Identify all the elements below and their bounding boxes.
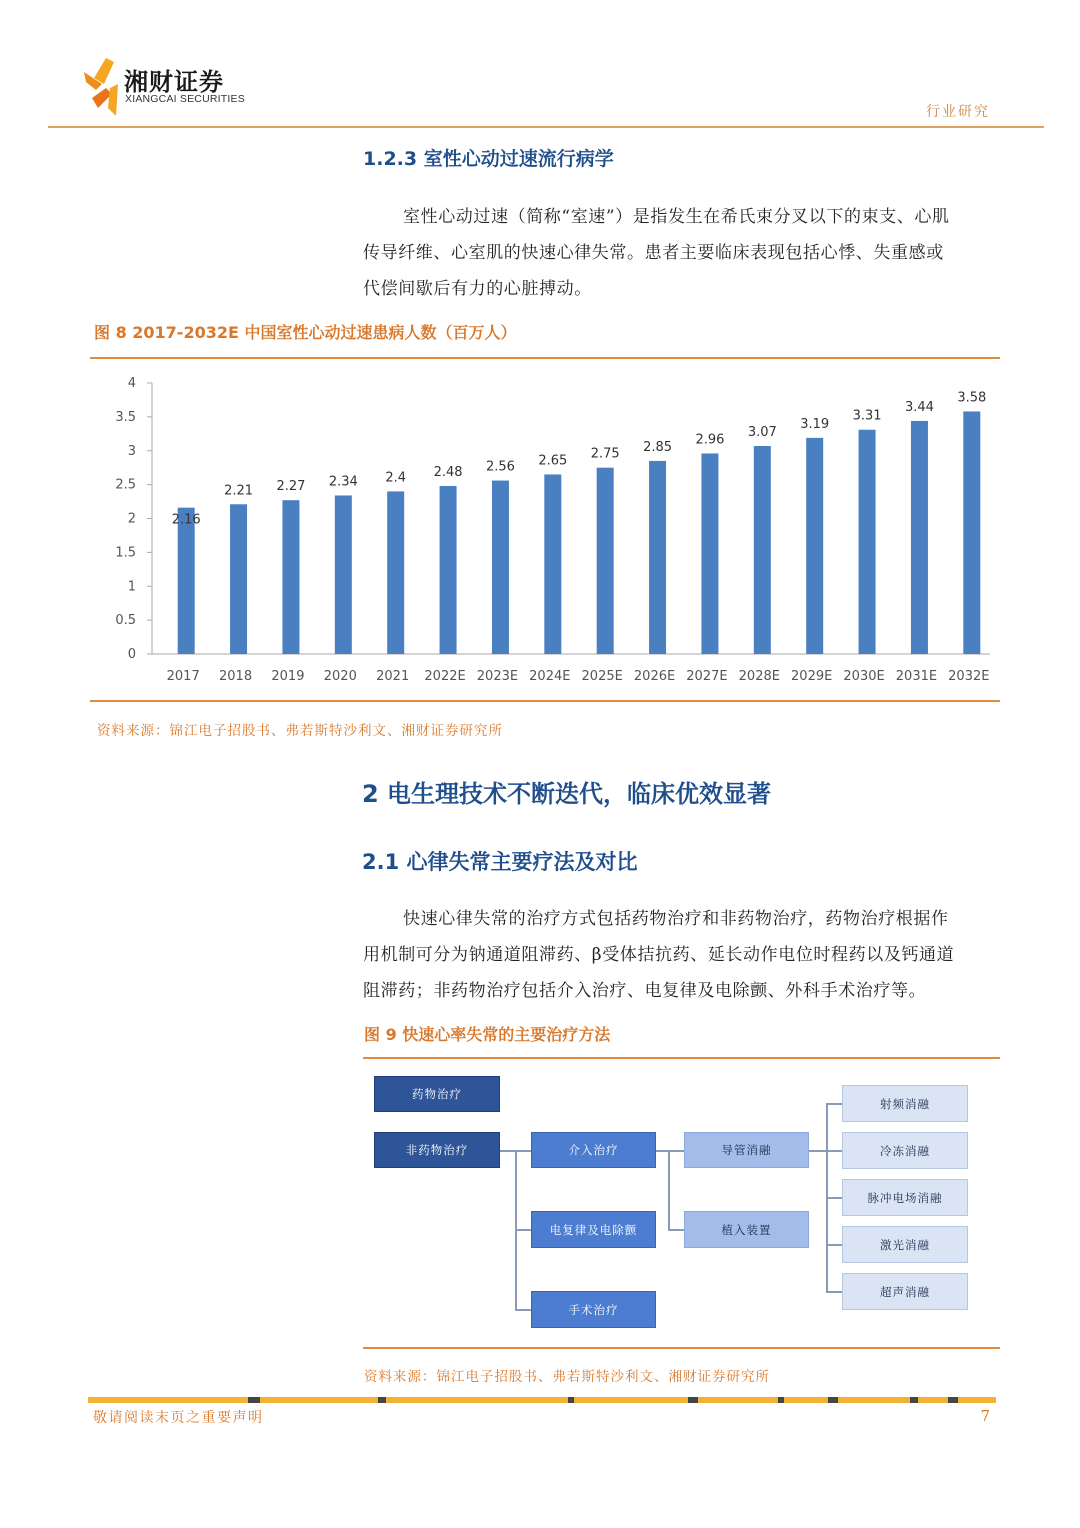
- node-drug-therapy: 药物治疗: [374, 1076, 500, 1112]
- node-surgery: 手术治疗: [531, 1291, 656, 1328]
- node-non-drug-therapy: 非药物治疗: [374, 1132, 500, 1168]
- connector-line: [668, 1150, 670, 1230]
- node-ultrasound-ablation: 超声消融: [842, 1273, 968, 1310]
- x-tick-label: 2027E: [686, 669, 728, 684]
- x-tick-label: 2022E: [424, 669, 466, 684]
- connector-line: [515, 1309, 531, 1311]
- node-rf-ablation: 射频消融: [842, 1085, 968, 1122]
- bar-data-label: 2.4: [385, 470, 407, 486]
- x-tick-label: 2020: [323, 669, 357, 684]
- bars: [172, 390, 987, 654]
- bar-data-label: 2.75: [590, 446, 620, 462]
- page-number: 7: [980, 1407, 990, 1425]
- connector-line: [515, 1150, 531, 1152]
- bar-data-label: 3.19: [800, 416, 830, 432]
- footer-disclaimer: 敬请阅读末页之重要声明: [93, 1410, 264, 1426]
- paragraph-line: 阻滞药；非药物治疗包括介入治疗、电复律及电除颤、外科手术治疗等。: [363, 981, 927, 1001]
- bar: [649, 461, 666, 654]
- bar-data-label: 3.44: [904, 399, 934, 415]
- x-tick-label: 2031E: [895, 669, 938, 684]
- bar: [230, 504, 247, 654]
- node-cryo-ablation: 冷冻消融: [842, 1132, 968, 1169]
- connector-line: [826, 1150, 842, 1152]
- bar: [911, 421, 928, 654]
- section-2-1-paragraph: [363, 901, 1003, 1009]
- node-interventional-therapy: 介入治疗: [531, 1132, 656, 1168]
- connector-line: [826, 1291, 842, 1293]
- bar-data-label: 2.34: [328, 474, 358, 490]
- bar: [544, 474, 561, 654]
- section-heading-2: 2 电生理技术不断迭代，临床优效显著: [362, 780, 772, 808]
- figure-9-source: 资料来源：锦江电子招股书、弗若斯特沙利文、湘财证券研究所: [364, 1369, 770, 1385]
- x-tick-label: 2032E: [948, 669, 990, 684]
- bar: [701, 453, 718, 654]
- bar: [859, 430, 876, 654]
- bar: [282, 500, 299, 654]
- y-tick-label: 2: [127, 511, 136, 527]
- y-tick-label: 3.5: [115, 409, 136, 425]
- bar-data-label: 2.65: [538, 453, 568, 469]
- company-name-en: XIANGCAI SECURITIES: [125, 93, 245, 105]
- paragraph-line: 室性心动过速（简称“室速”）是指发生在希氏束分叉以下的束支、心肌: [403, 207, 950, 227]
- x-tick-label: 2023E: [476, 669, 519, 684]
- figure-9-top-rule: [363, 1057, 1000, 1059]
- x-tick-label: 2021: [376, 669, 410, 684]
- connector-line: [826, 1244, 842, 1246]
- y-tick-label: 1.5: [115, 545, 136, 561]
- bar-data-label: 2.56: [485, 459, 515, 475]
- figure-8-title: 图 8 2017-2032E 中国室性心动过速患病人数（百万人）: [94, 323, 517, 342]
- figure-8-bottom-rule: [90, 700, 1000, 702]
- bar: [963, 411, 980, 654]
- connector-line: [826, 1197, 842, 1199]
- section-heading-1-2-3: 1.2.3 室性心动过速流行病学: [363, 148, 614, 170]
- x-tick-label: 2026E: [633, 669, 676, 684]
- bar-data-label: 2.96: [695, 432, 725, 448]
- x-axis-labels: [167, 669, 990, 684]
- paragraph-line: 快速心律失常的治疗方式包括药物治疗和非药物治疗，药物治疗根据作: [403, 909, 949, 929]
- y-tick-label: 4: [127, 376, 136, 391]
- x-tick-label: 2024E: [529, 669, 571, 684]
- connector-line: [668, 1229, 684, 1231]
- y-tick-label: 3: [127, 443, 136, 459]
- node-laser-ablation: 激光消融: [842, 1226, 968, 1263]
- header-divider: [48, 126, 1044, 128]
- bar: [335, 495, 352, 654]
- paragraph-line: 传导纤维、心室肌的快速心律失常。患者主要临床表现包括心悸、失重感或: [363, 243, 944, 263]
- x-tick-label: 2017: [166, 669, 200, 684]
- bar-data-label: 3.31: [852, 408, 882, 424]
- report-type: 行业研究: [926, 104, 990, 120]
- connector-line: [809, 1150, 827, 1152]
- y-tick-label: 2.5: [115, 477, 136, 493]
- figure-9-bottom-rule: [363, 1347, 1000, 1349]
- figure-9-title: 图 9 快速心率失常的主要治疗方法: [364, 1025, 611, 1044]
- x-tick-label: 2029E: [791, 669, 833, 684]
- x-tick-label: 2030E: [843, 669, 885, 684]
- node-pulsed-field-ablation: 脉冲电场消融: [842, 1179, 968, 1216]
- figure-8-bar-chart: [90, 366, 1000, 696]
- bar-data-label: 2.21: [224, 483, 254, 499]
- bar: [178, 508, 195, 654]
- x-tick-label: 2019: [271, 669, 305, 684]
- bar-data-label: 3.58: [957, 390, 987, 406]
- y-tick-label: 1: [127, 579, 136, 595]
- footer-decorative-bar: [88, 1397, 996, 1403]
- bar-data-label: 2.16: [171, 512, 201, 528]
- figure-8-source: 资料来源：锦江电子招股书、弗若斯特沙利文、湘财证券研究所: [97, 723, 503, 739]
- paragraph-line: 用机制可分为钠通道阻滞药、β受体拮抗药、延长动作电位时程药以及钙通道: [363, 945, 955, 965]
- company-name-cn: 湘财证券: [124, 68, 224, 96]
- x-tick-label: 2028E: [738, 669, 780, 684]
- bar-data-label: 3.07: [747, 425, 777, 441]
- connector-line: [515, 1229, 531, 1231]
- node-cardioversion: 电复律及电除颤: [531, 1211, 656, 1248]
- section-heading-2-1: 2.1 心律失常主要疗法及对比: [362, 850, 638, 874]
- x-tick-label: 2018: [219, 669, 253, 684]
- y-tick-label: 0: [127, 647, 136, 662]
- y-tick-label: 0.5: [115, 613, 136, 629]
- bar: [492, 481, 509, 654]
- x-tick-label: 2025E: [581, 669, 623, 684]
- bar: [440, 486, 457, 654]
- connector-line: [498, 1150, 516, 1152]
- connector-line: [826, 1103, 842, 1105]
- section-1-2-3-paragraph: [363, 199, 1003, 307]
- bar: [597, 468, 614, 654]
- bar-data-label: 2.48: [433, 464, 463, 480]
- bar-data-label: 2.85: [643, 439, 673, 455]
- node-catheter-ablation: 导管消融: [684, 1132, 809, 1168]
- bar: [387, 491, 404, 654]
- bar: [754, 446, 771, 654]
- bar: [806, 438, 823, 654]
- figure-8-top-rule: [90, 357, 1000, 359]
- paragraph-line: 代偿间歇后有力的心脏搏动。: [363, 279, 592, 299]
- node-implant-device: 植入装置: [684, 1211, 809, 1248]
- bar-data-label: 2.27: [276, 479, 306, 495]
